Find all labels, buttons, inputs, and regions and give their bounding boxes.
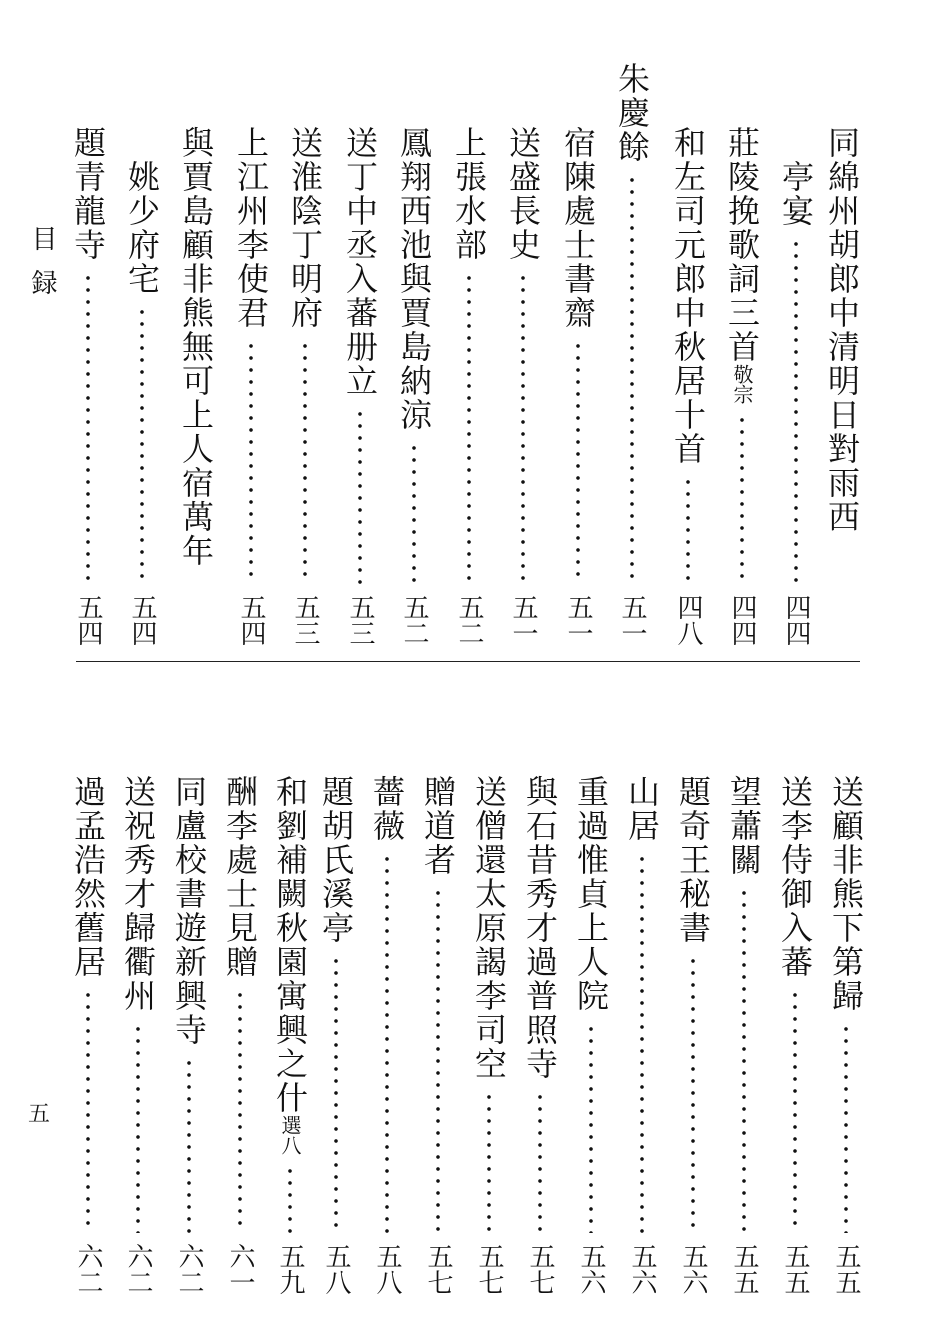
entry-title: 薔薇 <box>368 775 406 843</box>
entry-page: 五六 <box>576 1243 606 1295</box>
entry-title: 送僧還太原謁李司空 <box>470 775 508 1081</box>
toc-entry-author <box>612 62 652 646</box>
leader-dots <box>394 442 434 584</box>
toc-entry <box>231 126 271 646</box>
leader-dots <box>558 340 598 584</box>
entry-title: 過孟浩然舊居 <box>69 775 107 979</box>
entry-page: 四八 <box>673 594 703 646</box>
leader-dots <box>122 306 162 584</box>
toc-entry <box>722 126 762 646</box>
entry-page: 五一 <box>563 594 593 646</box>
entry-title: 題青龍寺 <box>69 126 107 262</box>
entry-title: 題奇王秘書 <box>674 775 712 945</box>
leader-dots <box>220 989 260 1233</box>
leader-dots <box>68 272 108 584</box>
toc-entry <box>776 160 816 646</box>
entry-title: 鳳翔西池與賈島納涼 <box>395 126 433 432</box>
leader-dots <box>316 955 356 1233</box>
entry-title: 和左司元郎中秋居十首 <box>669 126 707 466</box>
toc-entry <box>724 775 764 1295</box>
toc-entry <box>68 126 108 646</box>
entry-title: 與石昔秀才過普照寺 <box>521 775 559 1081</box>
entry-page: 五九 <box>275 1243 305 1295</box>
leader-dots <box>775 989 815 1233</box>
entry-page: 五六 <box>627 1243 657 1295</box>
entry-page: 六二 <box>73 1243 103 1295</box>
toc-entry <box>394 126 434 646</box>
entry-page: 五六 <box>678 1243 708 1295</box>
entry-page: 五五 <box>831 1243 861 1295</box>
entry-page: 五二 <box>454 594 484 646</box>
entry-page: 五四 <box>236 594 266 646</box>
leader-dots <box>270 1165 310 1233</box>
toc-entry <box>176 126 216 646</box>
entry-page: 五七 <box>525 1243 555 1295</box>
entry-page: 五一 <box>508 594 538 646</box>
entry-page: 五五 <box>729 1243 759 1295</box>
entry-title: 送盛長史 <box>504 126 542 262</box>
toc-entry <box>220 775 260 1295</box>
section-label: 目録 <box>27 225 57 313</box>
entry-title: 上江州李使君 <box>232 126 270 330</box>
leader-dots <box>724 887 764 1233</box>
entry-title: 姚少府宅 <box>123 160 161 296</box>
toc-entry <box>469 775 509 1295</box>
entry-page: 五二 <box>399 594 429 646</box>
entry-page: 五三 <box>290 594 320 646</box>
entry-title: 送丁中丞入蕃册立 <box>341 126 379 398</box>
leader-dots <box>622 853 662 1233</box>
section-divider <box>76 661 860 662</box>
entry-title: 望蕭關 <box>725 775 763 877</box>
leader-dots <box>571 1023 611 1233</box>
leader-dots <box>367 853 407 1233</box>
leader-dots <box>340 408 380 584</box>
toc-entry <box>316 775 356 1295</box>
toc-entry <box>826 775 866 1295</box>
leader-dots <box>418 887 458 1233</box>
leader-dots <box>503 272 543 584</box>
entry-title: 與賈島顧非熊無可上人宿萬年 <box>177 126 215 568</box>
entry-page: 五四 <box>73 594 103 646</box>
entry-title: 亭宴 <box>777 160 815 228</box>
entry-page: 五八 <box>321 1243 351 1295</box>
toc-entry <box>367 775 407 1295</box>
toc-entry <box>503 126 543 646</box>
leader-dots <box>776 238 816 584</box>
toc-entry <box>169 775 209 1295</box>
entry-page: 五七 <box>474 1243 504 1295</box>
entry-title: 送祝秀才歸衢州 <box>119 775 157 1013</box>
page-number: 五 <box>28 1102 51 1127</box>
leader-dots <box>668 476 708 584</box>
entry-page: 五四 <box>127 594 157 646</box>
entry-title: 題胡氏溪亭 <box>317 775 355 945</box>
toc-entry <box>449 126 489 646</box>
entry-title: 宿陳處士書齋 <box>559 126 597 330</box>
toc-entry <box>418 775 458 1295</box>
toc-entry <box>668 126 708 646</box>
leader-dots <box>449 272 489 584</box>
entry-page: 五五 <box>780 1243 810 1295</box>
toc-entry <box>285 126 325 646</box>
toc-entry <box>822 126 862 646</box>
toc-entry <box>558 126 598 646</box>
leader-dots <box>722 414 762 584</box>
entry-title: 送李侍御入蕃 <box>776 775 814 979</box>
entry-page: 六二 <box>123 1243 153 1295</box>
entry-page: 六一 <box>225 1243 255 1295</box>
entry-page: 五一 <box>617 594 647 646</box>
entry-title: 莊陵挽歌詞三首 <box>723 126 761 364</box>
toc-entry <box>520 775 560 1295</box>
entry-page: 五七 <box>423 1243 453 1295</box>
entry-title: 送顧非熊下第歸 <box>827 775 865 1013</box>
entry-title: 贈道者 <box>419 775 457 877</box>
entry-page: 四四 <box>727 594 757 646</box>
toc-entry <box>270 775 310 1295</box>
entry-title: 酬李處士見贈 <box>221 775 259 979</box>
entry-note: 選八 <box>278 1115 302 1155</box>
entry-title: 山居 <box>623 775 661 843</box>
leader-dots <box>68 989 108 1233</box>
toc-entry <box>775 775 815 1295</box>
entry-page: 五三 <box>345 594 375 646</box>
toc-entry <box>340 126 380 646</box>
entry-page: 六二 <box>174 1243 204 1295</box>
toc-entry <box>673 775 713 1295</box>
toc-entry <box>118 775 158 1295</box>
entry-title: 同盧校書遊新興寺 <box>170 775 208 1047</box>
entry-note: 敬宗 <box>730 364 754 404</box>
leader-dots <box>469 1091 509 1233</box>
entry-title: 和劉補闕秋園寓興之什 <box>271 775 309 1115</box>
toc-entry <box>622 775 662 1295</box>
entry-title: 送淮陰丁明府 <box>286 126 324 330</box>
leader-dots <box>826 1023 866 1233</box>
toc-entry <box>122 160 162 646</box>
entry-page: 五八 <box>372 1243 402 1295</box>
leader-dots <box>118 1023 158 1233</box>
leader-dots <box>673 955 713 1233</box>
leader-dots <box>520 1091 560 1233</box>
toc-entry <box>68 775 108 1295</box>
entry-title: 同綿州胡郎中清明日對雨西 <box>823 126 861 534</box>
entry-title: 重過惟貞上人院 <box>572 775 610 1013</box>
entry-title: 上張水部 <box>450 126 488 262</box>
entry-page: 四四 <box>781 594 811 646</box>
author-name: 朱慶餘 <box>613 62 651 164</box>
leader-dots <box>169 1057 209 1233</box>
leader-dots <box>285 340 325 584</box>
leader-dots <box>612 174 652 584</box>
leader-dots <box>231 340 271 584</box>
toc-entry <box>571 775 611 1295</box>
